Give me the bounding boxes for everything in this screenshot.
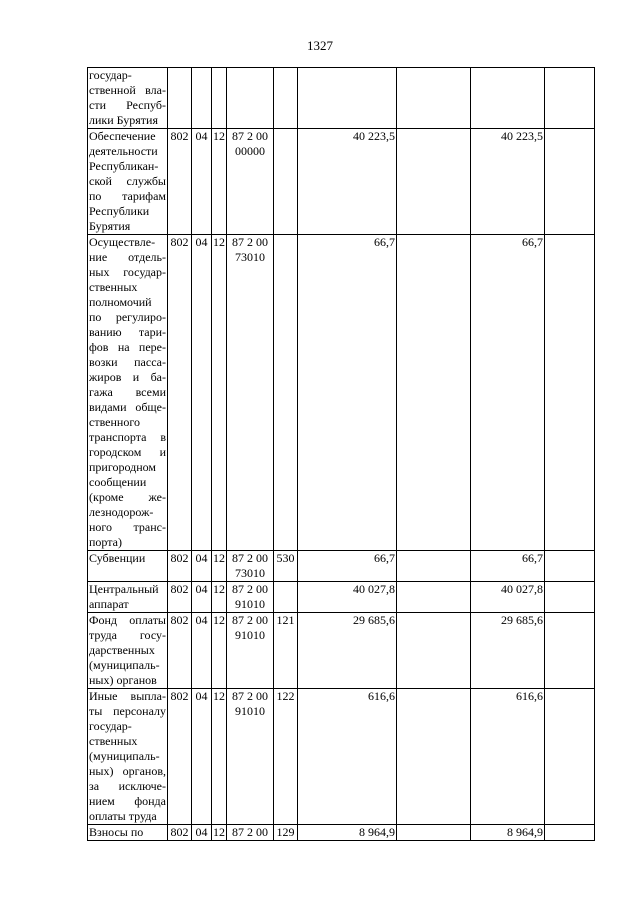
budget-table xyxy=(87,67,595,841)
row-name-line: Обеспечение xyxy=(89,129,156,143)
row-name-line: (кроме же- xyxy=(89,490,166,504)
vr-code-cell xyxy=(274,582,298,613)
amount-cell-1: 40 223,5 xyxy=(298,129,397,235)
row-name-line: аппарат xyxy=(89,597,129,611)
csr-code-line: 91010 xyxy=(235,704,265,718)
ved-code-cell: 802 xyxy=(168,825,192,841)
csr-code-line: 00000 xyxy=(235,144,265,158)
row-name-line: ственной вла- xyxy=(89,83,166,97)
ved-code-cell: 802 xyxy=(168,129,192,235)
amount-cell-2: 40 223,5 xyxy=(471,129,545,235)
pr-code-cell: 12 xyxy=(212,582,227,613)
row-name-line: транспорта в xyxy=(89,430,166,444)
row-name-line: полномочий xyxy=(89,295,152,309)
amount-cell-1: 616,6 xyxy=(298,689,397,825)
row-name-line: ственного xyxy=(89,415,140,429)
row-name-line: ние отдель- xyxy=(89,250,166,264)
table-row xyxy=(88,68,595,129)
row-name-line: фов на пере- xyxy=(89,340,166,354)
csr-code-cell xyxy=(227,825,274,841)
row-name-cell xyxy=(88,68,168,129)
pr-code-cell: 12 xyxy=(212,129,227,235)
amount-cell-2: 40 027,8 xyxy=(471,582,545,613)
row-name-line: государ- xyxy=(89,719,132,733)
csr-code-line: 87 2 00 xyxy=(232,613,268,627)
row-name-line: деятельности xyxy=(89,144,158,158)
amount-cell-2: 29 685,6 xyxy=(471,613,545,689)
row-name-line: (муниципаль- xyxy=(89,658,160,672)
row-name-cell xyxy=(88,613,168,689)
empty-cell xyxy=(397,68,471,129)
empty-cell xyxy=(545,235,595,551)
pr-code-cell xyxy=(212,68,227,129)
csr-code-line: 87 2 00 xyxy=(232,582,268,596)
empty-cell xyxy=(545,613,595,689)
csr-code-line: 87 2 00 xyxy=(232,551,268,565)
row-name-line: лезнодорож- xyxy=(89,505,154,519)
rz-code-cell: 04 xyxy=(192,129,212,235)
vr-code-cell xyxy=(274,235,298,551)
amount-cell-2: 8 964,9 xyxy=(471,825,545,841)
empty-cell xyxy=(397,235,471,551)
row-name-line: жиров и ба- xyxy=(89,370,166,384)
row-name-line: ных государ- xyxy=(89,265,166,279)
vr-code-cell: 122 xyxy=(274,689,298,825)
csr-code-line: 87 2 00 xyxy=(232,129,268,143)
csr-code-cell xyxy=(227,582,274,613)
table-row xyxy=(88,613,595,689)
csr-code-cell xyxy=(227,235,274,551)
row-name-line: Фонд оплаты xyxy=(89,613,166,627)
row-name-line: по регулиро- xyxy=(89,310,166,324)
empty-cell xyxy=(397,613,471,689)
empty-cell xyxy=(545,68,595,129)
pr-code-cell: 12 xyxy=(212,613,227,689)
row-name-line: Бурятия xyxy=(89,219,131,233)
amount-cell-1: 40 027,8 xyxy=(298,582,397,613)
empty-cell xyxy=(545,129,595,235)
row-name-line: ственных xyxy=(89,734,138,748)
empty-cell xyxy=(397,551,471,582)
row-name-line: Осуществле- xyxy=(89,235,156,249)
row-name-line: государ- xyxy=(89,68,132,82)
pr-code-cell: 12 xyxy=(212,551,227,582)
vr-code-cell xyxy=(274,129,298,235)
csr-code-cell xyxy=(227,551,274,582)
empty-cell xyxy=(397,689,471,825)
pr-code-cell: 12 xyxy=(213,825,225,839)
row-name-line: возки пасса- xyxy=(89,355,166,369)
amount-cell-1: 8 964,9 xyxy=(298,825,397,841)
empty-cell xyxy=(545,582,595,613)
row-name-line: Взносы по xyxy=(89,825,144,839)
amount-cell-2 xyxy=(471,68,545,129)
row-name-cell xyxy=(88,825,168,841)
csr-code-cell xyxy=(227,613,274,689)
empty-cell xyxy=(397,825,471,841)
csr-code-line: 73010 xyxy=(235,566,265,580)
amount-cell-1 xyxy=(298,68,397,129)
amount-cell-1: 66,7 xyxy=(298,235,397,551)
csr-code-line: 91010 xyxy=(235,597,265,611)
row-name-line: ных) органов, xyxy=(89,764,166,778)
csr-code-cell xyxy=(227,68,274,129)
row-name-line: Республики xyxy=(89,204,150,218)
row-name-line: сообщении xyxy=(89,475,147,489)
csr-code-cell xyxy=(227,689,274,825)
ved-code-cell: 802 xyxy=(168,582,192,613)
amount-cell-2: 616,6 xyxy=(471,689,545,825)
row-name-line: (муниципаль- xyxy=(89,749,160,763)
row-name-line: Иные выпла- xyxy=(89,689,166,703)
row-name-line: городском и xyxy=(89,445,166,459)
csr-code-line: 87 2 00 xyxy=(232,235,268,249)
table-row xyxy=(88,235,595,551)
row-name-line: Республикан- xyxy=(89,159,159,173)
vr-code-cell xyxy=(274,68,298,129)
row-name-line: ванию тари- xyxy=(89,325,166,339)
table-row xyxy=(88,689,595,825)
row-name-line: труда госу- xyxy=(89,628,166,642)
ved-code-cell xyxy=(168,68,192,129)
row-name-line: порта) xyxy=(89,535,122,549)
row-name-line: ты персоналу xyxy=(89,704,166,718)
csr-code-line: 91010 xyxy=(235,628,265,642)
csr-code-cell xyxy=(227,129,274,235)
amount-cell-2: 66,7 xyxy=(471,551,545,582)
row-name-cell xyxy=(88,235,168,551)
row-name-line: видами обще- xyxy=(89,400,166,414)
amount-cell-1: 66,7 xyxy=(298,551,397,582)
row-name-line: оплаты труда xyxy=(89,809,157,823)
rz-code-cell: 04 xyxy=(192,582,212,613)
rz-code-cell: 04 xyxy=(192,235,212,551)
csr-code-line: 87 2 00 xyxy=(232,689,268,703)
rz-code-cell: 04 xyxy=(192,613,212,689)
rz-code-cell: 04 xyxy=(192,825,212,841)
rz-code-cell: 04 xyxy=(192,551,212,582)
row-name-line: дарственных xyxy=(89,643,155,657)
row-name-line: пригородном xyxy=(89,460,157,474)
row-name-cell xyxy=(88,129,168,235)
row-name-line: по тарифам xyxy=(89,189,166,203)
row-name-cell xyxy=(88,582,168,613)
empty-cell xyxy=(397,129,471,235)
vr-code-cell: 121 xyxy=(274,613,298,689)
row-name-line: ных) органов xyxy=(89,673,157,687)
page-number: 1327 xyxy=(307,38,333,53)
pr-code-cell: 12 xyxy=(212,235,227,551)
amount-cell-2: 66,7 xyxy=(471,235,545,551)
row-name-cell xyxy=(88,551,168,582)
empty-cell xyxy=(545,689,595,825)
amount-cell-1: 29 685,6 xyxy=(298,613,397,689)
rz-code-cell xyxy=(192,68,212,129)
row-name-line: гажа всеми xyxy=(89,385,166,399)
empty-cell xyxy=(397,582,471,613)
ved-code-cell: 802 xyxy=(168,235,192,551)
row-name-line: нием фонда xyxy=(89,794,166,808)
table-row xyxy=(88,825,595,841)
rz-code-cell: 04 xyxy=(192,689,212,825)
table-row xyxy=(88,129,595,235)
ved-code-cell: 802 xyxy=(168,613,192,689)
ved-code-cell: 802 xyxy=(168,551,192,582)
table-row xyxy=(88,582,595,613)
empty-cell xyxy=(545,551,595,582)
row-name-line: за исключе- xyxy=(89,779,166,793)
row-name-line: ской службы xyxy=(89,174,166,188)
table-body xyxy=(88,68,595,841)
row-name-line: Центральный xyxy=(89,582,159,596)
row-name-line: лики Бурятия xyxy=(89,113,158,127)
vr-code-cell: 129 xyxy=(274,825,298,841)
csr-code-line: 87 2 00 xyxy=(232,825,268,839)
row-name-line: ного транс- xyxy=(89,520,166,534)
row-name-line: сти Респуб- xyxy=(89,98,166,112)
empty-cell xyxy=(545,825,595,841)
row-name-line: Субвенции xyxy=(89,551,146,565)
csr-code-line: 73010 xyxy=(235,250,265,264)
ved-code-cell: 802 xyxy=(168,689,192,825)
vr-code-cell: 530 xyxy=(274,551,298,582)
table-row xyxy=(88,551,595,582)
pr-code-cell: 12 xyxy=(212,689,227,825)
row-name-cell xyxy=(88,689,168,825)
row-name-line: ственных xyxy=(89,280,138,294)
